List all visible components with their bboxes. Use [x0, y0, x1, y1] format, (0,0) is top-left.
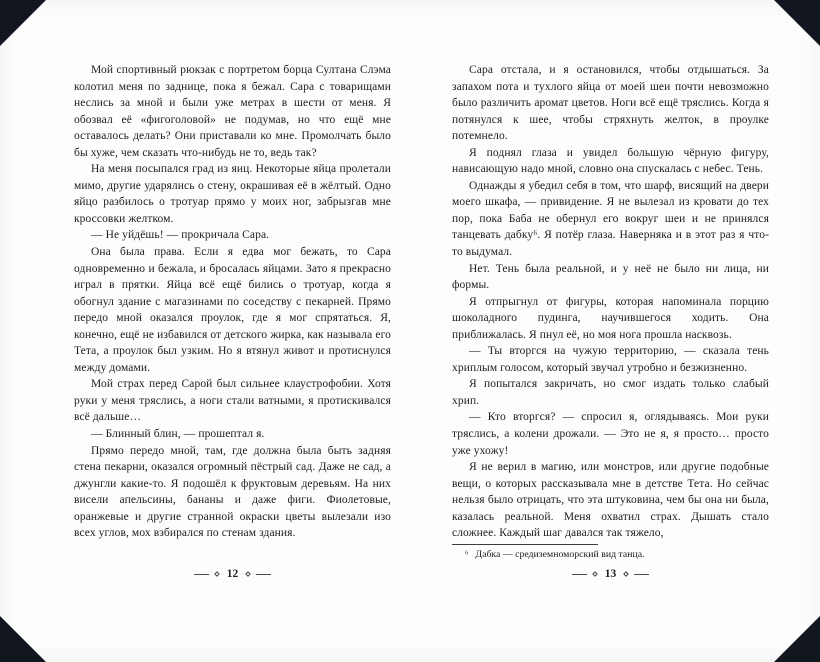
footnote-separator	[452, 544, 598, 545]
footnote	[452, 548, 769, 561]
page-number-ornament-diamond	[592, 571, 598, 577]
corner-ornament-bottom-right	[774, 616, 820, 662]
paragraph: Сара отстала, и я остановился, чтобы отдышаться. За запахом пота и тухлого яйца от моей шеи почти невозможно было различить аромат цветов. Ноги всё ещё тряслись. Когда я потянулся к шее, чтобы стряхнуть желток, в проулке потемнело.	[452, 64, 769, 143]
footnote-text: Дабка — средиземноморский вид танца.	[475, 548, 645, 560]
paragraph: Я попытался закричать, но смог издать только слабый хрип.	[452, 378, 769, 407]
corner-ornament-bottom-left	[0, 616, 46, 662]
left-page-footer	[74, 568, 391, 580]
paragraph: Однажды я убедил себя в том, что шарф, висящий на двери моего шкафа, — привидение. Я не вылезал из кровати до тех пор, пока Баба не обернул его вокруг шеи и не принялся танцевать дабку⁶. Я потёр глаза. Наверняка и в этот раз я что-то выдумал.	[452, 179, 769, 259]
corner-ornament-top-left	[0, 0, 46, 46]
page-number-ornament-diamond	[245, 571, 251, 577]
page-number-ornament-diamond	[623, 571, 629, 577]
paragraph: Мой спортивный рюкзак с портретом борца Султана Слэма колотил меня по заднице, пока я бежал. Сара с товарищами неслись за мной и были уже метрах в шести от меня. Я обозвал её «фигоголовой» не подумав, но что ещё мне оставалось делать? Они приставали ко мне. Промолчать было бы хуже, чем сказать что-нибудь не то, ведь так?	[74, 64, 391, 159]
page-number-ornament-line	[634, 574, 649, 575]
page-number-ornament-line	[194, 574, 209, 575]
footnote-marker: ⁶	[465, 548, 469, 560]
paragraph: Нет. Тень была реальной, и у неё не было ни лица, ни формы.	[452, 262, 769, 292]
paragraph: На меня посыпался град из яиц. Некоторые яйца пролетали мимо, другие ударялись о стену, окрашивая её в жёлтый. Одно яйцо разбилось о тротуар прямо у моих ног, забрызгав мне кроссовки желтком.	[74, 163, 391, 225]
right-page-text	[452, 62, 769, 561]
paragraph: — Кто вторгся? — спросил я, оглядываясь. Мои руки тряслись, а колени дрожали. — Это не я, я просто… просто уже ухожу!	[452, 411, 769, 457]
right-page	[452, 62, 769, 598]
page-number-ornament-line	[256, 574, 271, 575]
paragraph: Я не верил в магию, или монстров, или другие подобные вещи, о которых рассказывала мне в детстве Тета. Но сейчас нельзя было отрицать, что эта штуковина, чем бы она ни была, казалась реальной. Меня охватил страх. Дышать стало сложнее. Каждый шаг давался так тяжело,	[452, 461, 769, 540]
paragraph: Мой страх перед Сарой был сильнее клаустрофобии. Хотя руки у меня тряслись, а ноги стали ватными, я протискивался всё дальше…	[74, 378, 391, 424]
page-number-ornament-line	[572, 574, 587, 575]
right-page-footer	[452, 568, 769, 580]
paragraph: Прямо передо мной, там, где должна была быть задняя стена пекарни, оказался огромный пёстрый сад. Даже не сад, а джунгли какие-то. Я подошёл к фруктовым деревьям. На них висели апельсины, бананы и даже фиги. Фиолетовые, оранжевые и другие странной окраски цветы вылезали изо всех углов, мох взбирался по стенам здания.	[74, 444, 391, 540]
page-number: 12	[226, 568, 239, 580]
left-page-text	[74, 62, 391, 542]
paragraph: Я поднял глаза и увидел большую чёрную фигуру, нависающую надо мной, словно она спускалась с небес. Тень.	[452, 146, 769, 176]
paragraph: — Блинный блин, — прошептал я.	[91, 428, 265, 441]
paragraph: — Не уйдёшь! — прокричала Сара.	[91, 229, 270, 242]
corner-ornament-top-right	[774, 0, 820, 46]
left-page	[74, 62, 391, 598]
paragraph: — Ты вторгся на чужую территорию, — сказала тень хриплым голосом, который звучал утробно и безжизненно.	[452, 345, 769, 374]
paragraph: Она была права. Если я едва мог бежать, то Сара одновременно и бежала, и бросалась яйцами. Зато я прекрасно играл в прятки. Яйца всё ещё бились о тротуар, когда я обогнул здание с магазинами по соседству с пекарней. Прямо передо мной оказался проулок, где я мог спрятаться. Я, конечно, ещё не избавился от детского жирка, как называла его Тета, а проулок был узким. Но я втянул живот и протиснулся между домами.	[74, 246, 391, 374]
page-number: 13	[604, 568, 617, 580]
paragraph: Я отпрыгнул от фигуры, которая напоминала порцию шоколадного пудинга, научившегося ходить. Она приближалась. Я пнул её, но моя нога прошла насквозь.	[452, 295, 769, 341]
page-number-ornament-diamond	[214, 571, 220, 577]
